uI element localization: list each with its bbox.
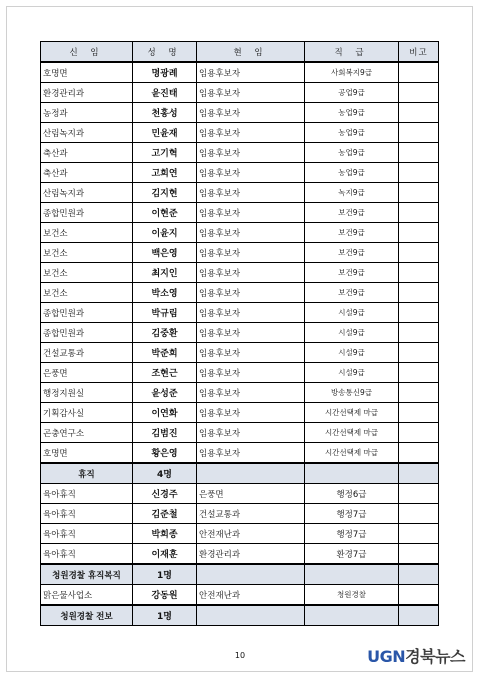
section-count: 1명	[133, 564, 197, 585]
cell-current-post: 임용후보자	[197, 363, 305, 383]
cell-new-post: 보건소	[41, 223, 133, 243]
cell-name: 천홍성	[133, 103, 197, 123]
cell-new-post: 농정과	[41, 103, 133, 123]
cell-grade: 농업9급	[305, 143, 399, 163]
publisher-logo	[367, 644, 465, 667]
cell-current-post: 임용후보자	[197, 443, 305, 464]
cell-current-post: 임용후보자	[197, 343, 305, 363]
cell-name: 신경주	[133, 484, 197, 504]
cell-current-post: 임용후보자	[197, 323, 305, 343]
cell-current-post: 임용후보자	[197, 203, 305, 223]
cell-note	[399, 143, 439, 163]
cell-current-post: 임용후보자	[197, 383, 305, 403]
section-empty-cell	[305, 463, 399, 484]
cell-note	[399, 585, 439, 606]
cell-current-post: 임용후보자	[197, 143, 305, 163]
cell-note	[399, 383, 439, 403]
section-row-transfer	[41, 605, 439, 626]
cell-current-post: 임용후보자	[197, 423, 305, 443]
cell-grade: 시설9급	[305, 343, 399, 363]
cell-grade: 농업9급	[305, 123, 399, 143]
cell-grade: 시간선택제 마급	[305, 403, 399, 423]
section-row-leave	[41, 463, 439, 484]
cell-note	[399, 263, 439, 283]
cell-grade: 행정7급	[305, 504, 399, 524]
table-row	[41, 363, 439, 383]
cell-grade: 방송통신9급	[305, 383, 399, 403]
cell-new-post: 보건소	[41, 283, 133, 303]
table-row	[41, 143, 439, 163]
section-empty-cell	[305, 564, 399, 585]
cell-current-post: 은풍면	[197, 484, 305, 504]
cell-current-post: 임용후보자	[197, 103, 305, 123]
cell-name: 조현근	[133, 363, 197, 383]
cell-note	[399, 524, 439, 544]
table-row	[41, 163, 439, 183]
cell-grade: 공업9급	[305, 83, 399, 103]
page-number: 10	[234, 651, 246, 660]
cell-new-post: 산림녹지과	[41, 123, 133, 143]
logo-text-ug: UG	[367, 647, 393, 666]
cell-name: 이윤지	[133, 223, 197, 243]
cell-new-post: 보건소	[41, 263, 133, 283]
section-label: 휴직	[41, 463, 133, 484]
cell-note	[399, 303, 439, 323]
cell-note	[399, 163, 439, 183]
cell-grade: 사회복지9급	[305, 62, 399, 83]
table-row	[41, 423, 439, 443]
section-empty-cell	[399, 564, 439, 585]
cell-grade: 농업9급	[305, 103, 399, 123]
cell-grade: 행정7급	[305, 524, 399, 544]
cell-new-post: 육아휴직	[41, 544, 133, 565]
table-row	[41, 504, 439, 524]
header-name: 성 명	[133, 42, 197, 63]
table-row	[41, 524, 439, 544]
table-row	[41, 243, 439, 263]
cell-new-post: 호명면	[41, 62, 133, 83]
cell-new-post: 육아휴직	[41, 484, 133, 504]
cell-new-post: 종합민원과	[41, 303, 133, 323]
cell-note	[399, 443, 439, 464]
cell-current-post: 안전재난과	[197, 524, 305, 544]
cell-new-post: 행정지원실	[41, 383, 133, 403]
cell-grade: 시간선택제 마급	[305, 443, 399, 464]
cell-name: 명광례	[133, 62, 197, 83]
cell-name: 박준희	[133, 343, 197, 363]
table-row	[41, 383, 439, 403]
table-row	[41, 83, 439, 103]
cell-name: 황은영	[133, 443, 197, 464]
cell-name: 이재훈	[133, 544, 197, 565]
cell-name: 고희연	[133, 163, 197, 183]
table-row	[41, 283, 439, 303]
cell-grade: 보건9급	[305, 263, 399, 283]
cell-current-post: 임용후보자	[197, 303, 305, 323]
cell-grade: 시설9급	[305, 323, 399, 343]
header-current-post: 현 임	[197, 42, 305, 63]
cell-name: 이연화	[133, 403, 197, 423]
cell-new-post: 축산과	[41, 143, 133, 163]
cell-note	[399, 504, 439, 524]
cell-name: 박희종	[133, 524, 197, 544]
cell-grade: 행정6급	[305, 484, 399, 504]
cell-name: 윤성준	[133, 383, 197, 403]
cell-current-post: 임용후보자	[197, 183, 305, 203]
table-row	[41, 303, 439, 323]
cell-name: 윤진태	[133, 83, 197, 103]
table-row	[41, 123, 439, 143]
cell-note	[399, 243, 439, 263]
cell-new-post: 은풍면	[41, 363, 133, 383]
cell-note	[399, 203, 439, 223]
section-count: 1명	[133, 605, 197, 626]
table-row	[41, 263, 439, 283]
logo-text-name: 경북뉴스	[405, 647, 465, 666]
cell-new-post: 곤충연구소	[41, 423, 133, 443]
cell-note	[399, 123, 439, 143]
cell-new-post: 산림녹지과	[41, 183, 133, 203]
table-row	[41, 544, 439, 565]
cell-grade: 보건9급	[305, 283, 399, 303]
section-empty-cell	[399, 605, 439, 626]
section-count: 4명	[133, 463, 197, 484]
table-row	[41, 443, 439, 464]
cell-name: 박소영	[133, 283, 197, 303]
table-header-row	[41, 42, 439, 63]
cell-note	[399, 83, 439, 103]
section-empty-cell	[305, 605, 399, 626]
cell-new-post: 건설교통과	[41, 343, 133, 363]
cell-new-post: 맑은물사업소	[41, 585, 133, 606]
cell-name: 고기혁	[133, 143, 197, 163]
cell-current-post: 임용후보자	[197, 83, 305, 103]
cell-new-post: 보건소	[41, 243, 133, 263]
table-row	[41, 103, 439, 123]
section-label: 청원경찰 전보	[41, 605, 133, 626]
cell-current-post: 임용후보자	[197, 263, 305, 283]
cell-note	[399, 62, 439, 83]
cell-current-post: 임용후보자	[197, 62, 305, 83]
cell-name: 박규림	[133, 303, 197, 323]
cell-current-post: 환경관리과	[197, 544, 305, 565]
cell-new-post: 종합민원과	[41, 203, 133, 223]
cell-note	[399, 343, 439, 363]
table-row	[41, 323, 439, 343]
cell-grade: 시간선택제 마급	[305, 423, 399, 443]
table-row	[41, 343, 439, 363]
cell-note	[399, 403, 439, 423]
cell-grade: 청원경찰	[305, 585, 399, 606]
cell-grade: 보건9급	[305, 243, 399, 263]
cell-name: 김범진	[133, 423, 197, 443]
logo-text-n: N	[392, 647, 406, 666]
cell-grade: 보건9급	[305, 223, 399, 243]
cell-current-post: 안전재난과	[197, 585, 305, 606]
cell-current-post: 임용후보자	[197, 283, 305, 303]
header-grade: 직 급	[305, 42, 399, 63]
cell-name: 민윤재	[133, 123, 197, 143]
cell-new-post: 육아휴직	[41, 504, 133, 524]
section-row-return	[41, 564, 439, 585]
cell-note	[399, 283, 439, 303]
cell-current-post: 임용후보자	[197, 163, 305, 183]
cell-note	[399, 484, 439, 504]
cell-new-post: 환경관리과	[41, 83, 133, 103]
cell-note	[399, 103, 439, 123]
cell-new-post: 기획감사실	[41, 403, 133, 423]
cell-grade: 농업9급	[305, 163, 399, 183]
cell-current-post: 임용후보자	[197, 403, 305, 423]
cell-grade: 보건9급	[305, 203, 399, 223]
cell-name: 이현준	[133, 203, 197, 223]
cell-current-post: 임용후보자	[197, 223, 305, 243]
cell-new-post: 축산과	[41, 163, 133, 183]
cell-note	[399, 183, 439, 203]
table-row	[41, 62, 439, 83]
cell-new-post: 육아휴직	[41, 524, 133, 544]
cell-note	[399, 423, 439, 443]
cell-name: 김중환	[133, 323, 197, 343]
cell-name: 김지현	[133, 183, 197, 203]
cell-name: 백은영	[133, 243, 197, 263]
section-empty-cell	[399, 463, 439, 484]
cell-note	[399, 323, 439, 343]
cell-note	[399, 363, 439, 383]
table-row	[41, 203, 439, 223]
cell-new-post: 호명면	[41, 443, 133, 464]
header-note: 비고	[399, 42, 439, 63]
cell-name: 최지인	[133, 263, 197, 283]
cell-note	[399, 544, 439, 565]
personnel-table	[40, 41, 439, 626]
cell-new-post: 종합민원과	[41, 323, 133, 343]
cell-grade: 녹지9급	[305, 183, 399, 203]
cell-current-post: 건설교통과	[197, 504, 305, 524]
header-new-post: 신 임	[41, 42, 133, 63]
cell-current-post: 임용후보자	[197, 243, 305, 263]
section-label: 청원경찰 휴직복직	[41, 564, 133, 585]
table-row	[41, 484, 439, 504]
cell-name: 김준철	[133, 504, 197, 524]
cell-grade: 시설9급	[305, 363, 399, 383]
cell-grade: 시설9급	[305, 303, 399, 323]
cell-grade: 환경7급	[305, 544, 399, 565]
section-empty-cell	[197, 564, 305, 585]
table-row	[41, 223, 439, 243]
table-row	[41, 183, 439, 203]
cell-current-post: 임용후보자	[197, 123, 305, 143]
section-empty-cell	[197, 605, 305, 626]
table-row	[41, 403, 439, 423]
cell-note	[399, 223, 439, 243]
section-empty-cell	[197, 463, 305, 484]
table-row	[41, 585, 439, 606]
cell-name: 강동원	[133, 585, 197, 606]
